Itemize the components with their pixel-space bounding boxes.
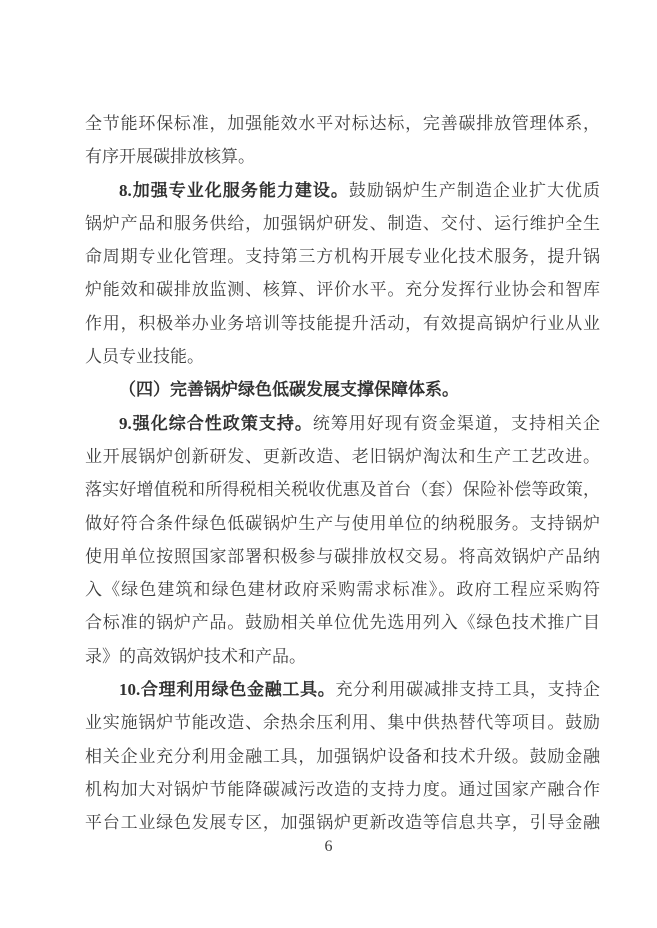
text-line xyxy=(85,307,600,340)
heading-text: 10.合理利用绿色金融工具。 xyxy=(119,680,336,700)
text-line xyxy=(85,573,600,606)
body-text: 做好符合条件绿色低碳锅炉生产与使用单位的纳税服务。支持锅炉 xyxy=(85,513,600,533)
body-text: 录》的高效锅炉技术和产品。 xyxy=(85,646,306,666)
text-line xyxy=(85,207,600,240)
text-line xyxy=(85,640,600,673)
body-text: 鼓励锅炉生产制造企业扩大优质 xyxy=(348,180,600,200)
body-text: 相关企业充分利用金融工具，加强锅炉设备和技术升级。鼓励金融 xyxy=(85,746,600,766)
text-line xyxy=(85,706,600,739)
text-line xyxy=(85,440,600,473)
body-text: 业实施锅炉节能改造、余热余压利用、集中供热替代等项目。鼓励 xyxy=(85,713,600,733)
body-text: 机构加大对锅炉节能降碳减污改造的支持力度。通过国家产融合作 xyxy=(85,779,600,799)
heading-text: 9.强化综合性政策支持。 xyxy=(119,413,313,433)
document-body xyxy=(85,107,600,840)
text-line xyxy=(85,773,600,806)
text-line xyxy=(85,273,600,306)
body-text: 全节能环保标准，加强能效水平对标达标，完善碳排放管理体系， xyxy=(85,114,600,133)
page-number: 6 xyxy=(324,838,333,855)
text-line xyxy=(85,340,600,373)
heading-text: 8.加强专业化服务能力建设。 xyxy=(119,180,349,200)
body-text: 业开展锅炉创新研发、更新改造、老旧锅炉淘汰和生产工艺改进。 xyxy=(85,446,600,466)
text-line xyxy=(85,606,600,639)
text-line xyxy=(85,740,600,773)
body-text: 使用单位按照国家部署积极参与碳排放权交易。将高效锅炉产品纳 xyxy=(85,546,600,566)
body-text: 平台工业绿色发展专区，加强锅炉更新改造等信息共享，引导金融 xyxy=(85,813,600,833)
text-line xyxy=(85,140,600,173)
text-line xyxy=(85,174,600,207)
text-line xyxy=(85,107,600,140)
body-text: 命周期专业化管理。支持第三方机构开展专业化技术服务，提升锅 xyxy=(85,247,600,267)
body-text: 入《绿色建筑和绿色建材政府采购需求标准》。政府工程应采购符 xyxy=(85,580,600,600)
body-text: 有序开展碳排放核算。 xyxy=(85,147,255,167)
body-text: 锅炉产品和服务供给，加强锅炉研发、制造、交付、运行维护全生 xyxy=(85,213,600,233)
body-text: 统筹用好现有资金渠道，支持相关企 xyxy=(312,413,600,433)
body-text: 人员专业技能。 xyxy=(85,347,204,367)
text-line xyxy=(85,373,600,406)
text-line xyxy=(85,407,600,440)
text-line xyxy=(85,507,600,540)
text-line xyxy=(85,473,600,506)
body-text: 落实好增值税和所得税相关税收优惠及首台（套）保险补偿等政策， xyxy=(85,480,600,500)
body-text: 充分利用碳减排支持工具，支持企 xyxy=(335,680,600,700)
body-text: 作用，积极举办业务培训等技能提升活动，有效提高锅炉行业从业 xyxy=(85,313,600,333)
text-line xyxy=(85,540,600,573)
body-text: 炉能效和碳排放监测、核算、评价水平。充分发挥行业协会和智库 xyxy=(85,280,600,300)
heading-text: （四）完善锅炉绿色低碳发展支撑保障体系。 xyxy=(119,380,459,400)
text-line xyxy=(85,240,600,273)
body-text: 合标准的锅炉产品。鼓励相关单位优先选用列入《绿色技术推广目 xyxy=(85,613,600,633)
text-line xyxy=(85,673,600,706)
